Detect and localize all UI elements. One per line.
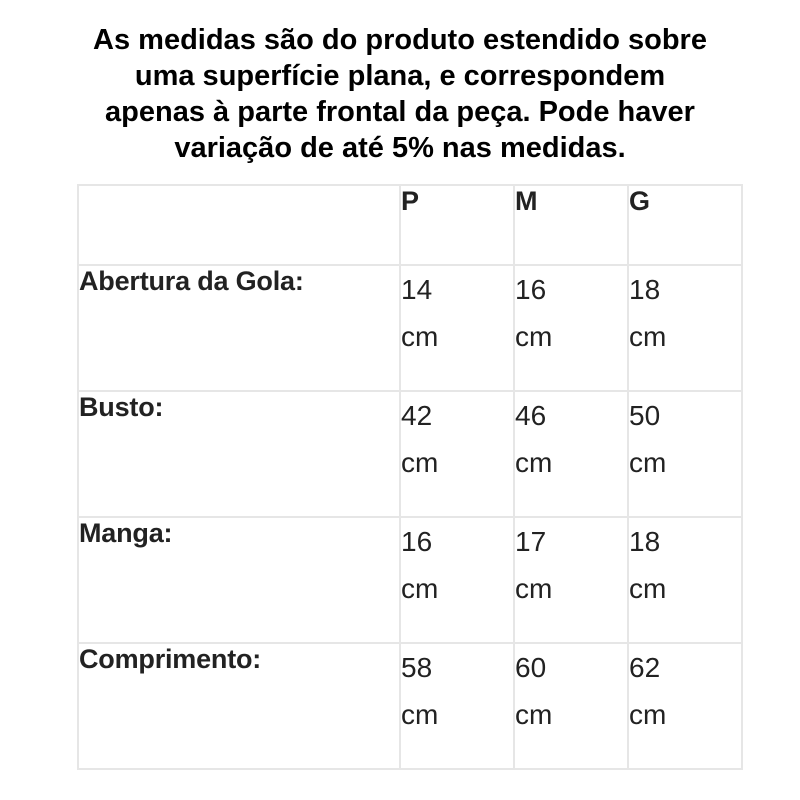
- table-row: [78, 391, 742, 517]
- table-cell: [514, 391, 628, 517]
- cell-unit: cm: [629, 447, 667, 478]
- cell-value: 18: [629, 526, 661, 557]
- cell-unit: cm: [629, 573, 667, 604]
- cell-value: 16: [515, 274, 547, 305]
- table-cell: [400, 517, 514, 643]
- cell-unit: cm: [401, 447, 439, 478]
- cell-value: 14: [401, 274, 433, 305]
- table-cell: [628, 517, 742, 643]
- header-size-m: M: [514, 185, 628, 265]
- header-empty-cell: [78, 185, 400, 265]
- table-cell: [628, 391, 742, 517]
- table-row: [78, 643, 742, 769]
- cell-value: 18: [629, 274, 661, 305]
- table-cell: [400, 265, 514, 391]
- cell-unit: cm: [629, 321, 667, 352]
- table-cell: [400, 391, 514, 517]
- row-label-comprimento: Comprimento:: [78, 643, 400, 769]
- table-cell: [514, 265, 628, 391]
- cell-value: 62: [629, 652, 661, 683]
- notice-line: uma superfície plana, e correspondem: [134, 60, 666, 92]
- cell-unit: cm: [629, 699, 667, 730]
- cell-unit: cm: [515, 447, 553, 478]
- cell-value: 17: [515, 526, 547, 557]
- notice-line: variação de até 5% nas medidas.: [174, 132, 626, 164]
- row-label-abertura-da-gola: Abertura da Gola:: [78, 265, 400, 391]
- table-row: [78, 517, 742, 643]
- measurement-notice: [40, 22, 760, 166]
- table-cell: [400, 643, 514, 769]
- cell-unit: cm: [401, 699, 439, 730]
- cell-unit: cm: [515, 321, 553, 352]
- row-label-manga: Manga:: [78, 517, 400, 643]
- row-label-busto: Busto:: [78, 391, 400, 517]
- table-cell: [514, 643, 628, 769]
- table-header-row: [78, 185, 742, 265]
- notice-line: apenas à parte frontal da peça. Pode haver: [105, 96, 695, 128]
- size-table: [77, 184, 743, 770]
- table-cell: [628, 643, 742, 769]
- header-size-p: P: [400, 185, 514, 265]
- notice-line: As medidas são do produto estendido sobre: [93, 24, 707, 56]
- table-cell: [628, 265, 742, 391]
- cell-value: 60: [515, 652, 547, 683]
- table-cell: [514, 517, 628, 643]
- cell-unit: cm: [515, 699, 553, 730]
- cell-value: 58: [401, 652, 433, 683]
- cell-value: 42: [401, 400, 433, 431]
- cell-unit: cm: [401, 573, 439, 604]
- cell-unit: cm: [515, 573, 553, 604]
- cell-value: 50: [629, 400, 661, 431]
- cell-value: 16: [401, 526, 433, 557]
- cell-unit: cm: [401, 321, 439, 352]
- table-row: [78, 265, 742, 391]
- cell-value: 46: [515, 400, 547, 431]
- header-size-g: G: [628, 185, 742, 265]
